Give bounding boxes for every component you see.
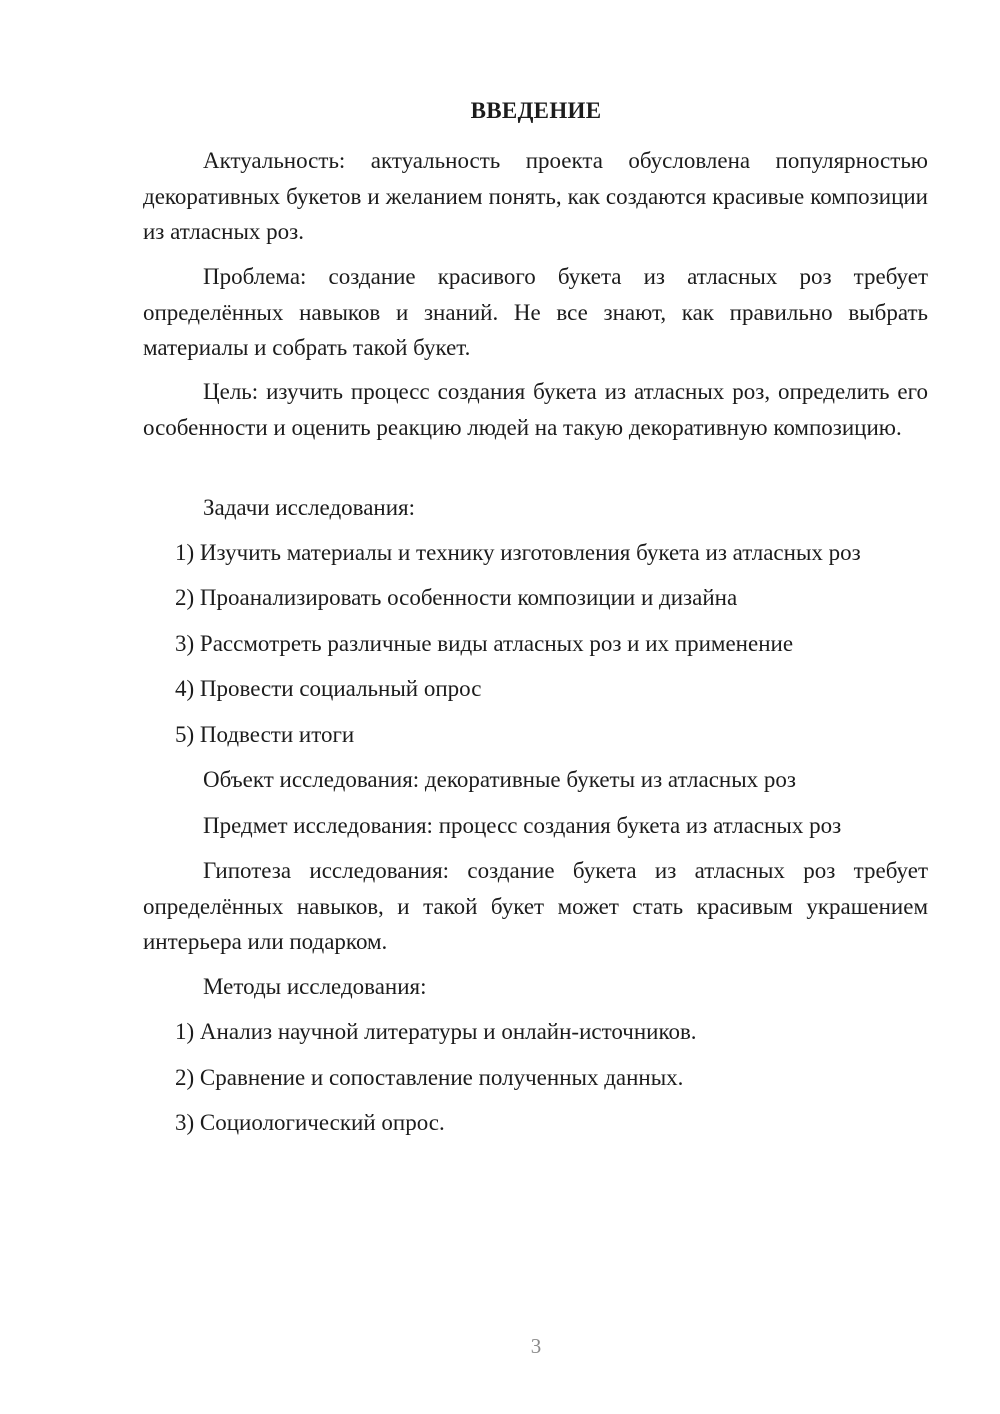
goal-paragraph: Цель: изучить процесс создания букета из атласных роз, определить его особенности и оценить реакцию людей на такую декоративную композицию. <box>143 379 928 440</box>
problem-paragraph: Проблема: создание красивого букета из атласных роз требует определённых навыков и знаний. Не все знают, как правильно выбрать материалы и собрать такой букет. <box>143 264 928 360</box>
task-item: 2) Проанализировать особенности композиции и дизайна <box>175 585 738 610</box>
subject-line: Предмет исследования: процесс создания букета из атласных роз <box>203 813 842 838</box>
methods-title: Методы исследования: <box>203 974 427 999</box>
task-item: 4) Провести социальный опрос <box>175 676 482 701</box>
task-item: 3) Рассмотреть различные виды атласных роз и их применение <box>175 631 794 656</box>
task-item: 1) Изучить материалы и технику изготовления букета из атласных роз <box>175 540 861 565</box>
tasks-title: Задачи исследования: <box>203 495 416 520</box>
page-number: 3 <box>530 1334 542 1358</box>
task-item: 5) Подвести итоги <box>175 722 355 747</box>
object-line: Объект исследования: декоративные букеты из атласных роз <box>203 767 797 792</box>
relevance-paragraph: Актуальность: актуальность проекта обусловлена популярностью декоративных букетов и желанием понять, как создаются красивые композиции из атласных роз. <box>143 148 928 244</box>
method-item: 1) Анализ научной литературы и онлайн-источников. <box>175 1019 697 1044</box>
section-heading: ВВЕДЕНИЕ <box>470 98 602 123</box>
hypothesis-paragraph: Гипотеза исследования: создание букета из атласных роз требует определённых навыков, и такой букет может стать красивым украшением интерьера или подарком. <box>143 858 928 954</box>
method-item: 3) Социологический опрос. <box>175 1110 445 1135</box>
method-item: 2) Сравнение и сопоставление полученных данных. <box>175 1065 684 1090</box>
